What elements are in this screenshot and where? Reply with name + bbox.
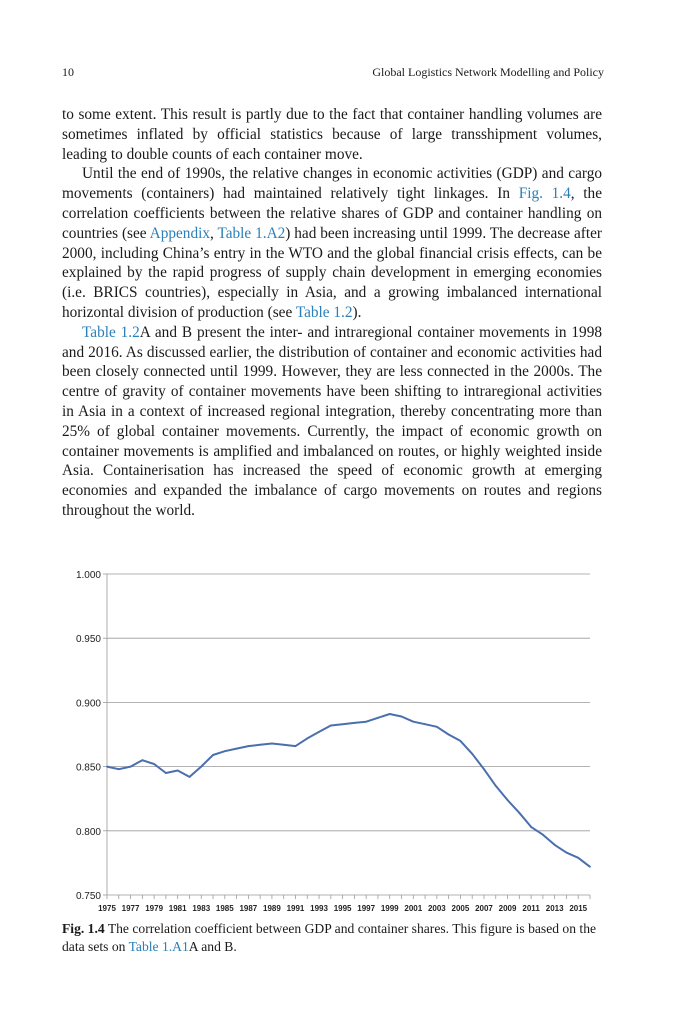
figure-caption: [62, 920, 602, 956]
caption-text-a: The correlation coefficient between GDP and container shares. This figure is based on the data sets on: [62, 921, 597, 954]
x-tick-label: 1977: [121, 904, 140, 913]
caption-label: Fig. 1.4: [62, 921, 105, 936]
y-tick-label: 0.800: [75, 826, 101, 838]
data-point: [118, 768, 120, 770]
data-point: [424, 723, 426, 725]
data-point: [495, 785, 497, 787]
x-tick-label: 2005: [451, 904, 470, 913]
data-point: [530, 826, 532, 828]
x-tick-label: 2013: [545, 904, 564, 913]
table-1-2-link[interactable]: Table 1.2: [295, 303, 353, 321]
data-point: [189, 776, 191, 778]
x-tick-label: 1985: [215, 904, 234, 913]
data-point: [436, 726, 438, 728]
x-tick-label: 1991: [286, 904, 305, 913]
x-tick-label: 2009: [498, 904, 517, 913]
running-header: [62, 65, 604, 80]
x-tick-label: 1979: [145, 904, 164, 913]
running-title: Global Logistics Network Modelling and Policy: [372, 65, 604, 79]
table-1-a1-link[interactable]: Table 1.A1: [128, 939, 189, 954]
data-point: [483, 768, 485, 770]
data-point: [401, 716, 403, 718]
x-tick-label: 1993: [310, 904, 328, 913]
x-tick-label: 1987: [239, 904, 258, 913]
data-point: [165, 772, 167, 774]
data-point: [306, 737, 308, 739]
data-point: [365, 721, 367, 723]
data-point: [566, 852, 568, 854]
paragraph-2-text-c: ,: [210, 224, 218, 242]
data-point: [212, 754, 214, 756]
paragraph-2-text-b: , the correlation coefficients between the relative shares of GDP and container handling on countries (see: [62, 185, 602, 242]
data-point: [377, 717, 379, 719]
paragraph-3-text: A and B present the inter- and intraregional container movements in 1998 and 2016. As discussed earlier, the distribution of container and economic activities had been closely connected until 1999. However, they are less connected in the 2000s. The centre of gravity of container movements have been shifting to intraregional activities in Asia in a context of increased regional integration, thereby concentrating more than 25% of global container movements. Currently, the impact of economic growth on container movements is amplified and imbalanced on routes, or highly weighted inside Asia. Containerisation has increased the speed of economic growth at emerging economies and expanded the imbalance of cargo movements on routes and regions throughout the world.: [62, 323, 602, 519]
table-1-a2-link[interactable]: Table 1.A2: [217, 224, 286, 242]
data-point: [589, 866, 591, 868]
y-tick-label: 0.750: [75, 891, 101, 902]
data-point: [507, 799, 509, 801]
data-point: [554, 844, 556, 846]
x-tick-label: 1989: [263, 904, 281, 913]
paragraph-2-text-e: ).: [352, 303, 362, 321]
data-point: [353, 722, 355, 724]
data-point: [448, 734, 450, 736]
paragraph-2-text-d: ) had been increasing until 1999. The decrease after 2000, including China’s entry in the WTO and the global financial crisis effects, can be explained by the rapid progress of supply chain development in emerging economies (i.e. BRICS countries), especially in Asia, and a growing imbalanced international horizontal division of production (see: [62, 224, 603, 321]
data-point: [153, 763, 155, 765]
paragraph-2: [62, 164, 602, 322]
figure-1-4: [62, 560, 602, 920]
y-tick-label: 0.900: [75, 698, 101, 710]
y-tick-label: 0.850: [75, 762, 101, 774]
data-point: [130, 766, 132, 768]
x-tick-label: 2003: [427, 904, 446, 913]
data-point: [542, 834, 544, 836]
data-point: [577, 857, 579, 859]
data-point: [106, 766, 108, 768]
x-tick-label: 2007: [475, 904, 493, 913]
x-tick-label: 1997: [357, 904, 376, 913]
data-point: [271, 743, 273, 745]
data-point: [283, 744, 285, 746]
x-tick-label: 2015: [569, 904, 588, 913]
paragraph-2-text-a: Until the end of 1990s, the relative changes in economic activities (GDP) and cargo movements (containers) had maintained relatively tight linkages. In: [62, 165, 602, 203]
data-point: [236, 748, 238, 750]
data-point: [460, 740, 462, 742]
x-tick-label: 1999: [380, 904, 399, 913]
data-point: [389, 713, 391, 715]
data-point: [177, 770, 179, 772]
data-point: [412, 721, 414, 723]
x-tick-label: 1983: [192, 904, 211, 913]
paragraph-1-text: to some extent. This result is partly due to the fact that container handling volumes are sometimes inflated by official statistics because of large transshipment volumes, leading to double counts of each container move.: [62, 106, 602, 163]
data-point: [518, 812, 520, 814]
caption-text-b: A and B.: [188, 939, 237, 954]
x-tick-label: 2001: [404, 904, 423, 913]
fig-1-4-link[interactable]: Fig. 1.4: [518, 185, 571, 203]
body-text: [62, 105, 602, 521]
y-tick-label: 0.950: [75, 634, 101, 646]
correlation-line-chart: [62, 560, 602, 920]
appendix-link[interactable]: Appendix: [149, 224, 210, 242]
page-number: 10: [62, 65, 74, 79]
x-tick-label: 2011: [522, 904, 540, 913]
data-point: [224, 750, 226, 752]
data-point: [330, 725, 332, 727]
data-point: [342, 723, 344, 725]
paragraph-1: [62, 105, 602, 164]
data-point: [200, 766, 202, 768]
x-tick-label: 1981: [168, 904, 187, 913]
paragraph-3: [62, 323, 602, 521]
x-tick-label: 1975: [98, 904, 116, 913]
data-point: [141, 759, 143, 761]
data-point: [295, 745, 297, 747]
data-point: [259, 744, 261, 746]
table-1-2-link-2[interactable]: Table 1.2: [82, 323, 140, 341]
x-tick-label: 1995: [333, 904, 352, 913]
series-line: [107, 714, 590, 867]
data-point: [247, 745, 249, 747]
y-tick-label: 1.000: [75, 570, 101, 581]
data-point: [471, 753, 473, 755]
data-point: [318, 731, 320, 733]
